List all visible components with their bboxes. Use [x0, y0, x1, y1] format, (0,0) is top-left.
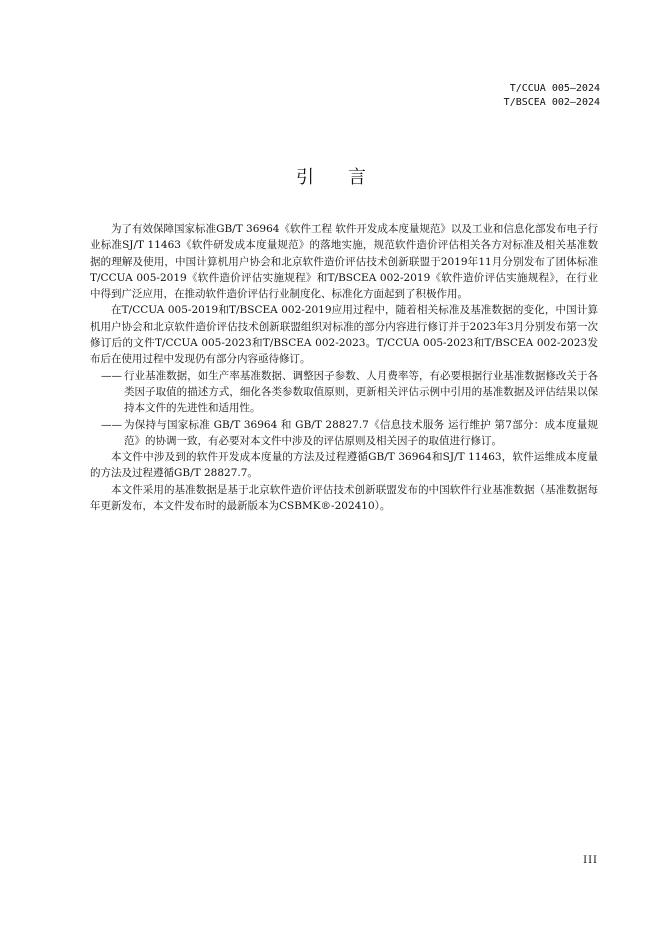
list-item-benchmark-data: [90, 368, 598, 417]
document-body: [90, 221, 598, 514]
paragraph-background: 为了有效保障国家标准GB/T 36964《软件工程 软件开发成本度量规范》以及工业和信息化部发布电子行业标准SJ/T 11463《软件研发成本度量规范》的落地实施，规范软件造价评估相关各方对标准及相关基准数据的理解及使用，中国计算机用户协会和北京软件造价评估技术创新联盟于2019年11月分别发布了团体标准T/CCUA 005-2019《软件造价评估实施规程》和T/BSCEA 002-2019《软件造价评估实施规程》，在行业中得到广泛应用，在推动软件造价评估行业制度化、标准化方面起到了积极作用。: [90, 223, 598, 301]
paragraph-benchmark-source: 本文件采用的基准数据是基于北京软件造价评估技术创新联盟发布的中国软件行业基准数据（基准数据每年更新发布，本文件发布时的最新版本为CSBMK®-202410）。: [90, 483, 598, 513]
standard-code-bscea: T/BSCEA 002—2024: [503, 97, 600, 108]
list-item-text: 为保持与国家标准 GB/T 36964 和 GB/T 28827.7《信息技术服务 运行维护 第7部分：成本度量规范》的协调一致，有必要对本文件中涉及的评估原则及相关因子的取值进行修订。: [124, 418, 598, 447]
list-item-text: 行业基准数据，如生产率基准数据、调整因子参数、人月费率等，有必要根据行业基准数据修改关于各类因子取值的描述方式，细化各类参数取值原则，更新相关评估示例中引用的基准数据及评估结果以保持本文件的先进性和适用性。: [124, 369, 598, 415]
page-number: III: [583, 855, 598, 866]
paragraph-revision-reason: 在T/CCUA 005-2019和T/BSCEA 002-2019应用过程中，随着相关标准及基准数据的变化，中国计算机用户协会和北京软件造价评估技术创新联盟组织对标准的部分内容进行修订并于2023年3月分别发布第一次修订后的文件T/CCUA 005-2023和T/BSCEA 002-2023。T/CCUA 005-2023和T/BSCEA 002-2023发布后在使用过程中发现仍有部分内容亟待修订。: [90, 304, 598, 366]
list-item-national-standard: [90, 417, 598, 450]
page-title: 引言: [296, 167, 400, 188]
standard-code-ccua: T/CCUA 005—2024: [509, 83, 600, 94]
dash-mark: ——: [101, 418, 122, 431]
dash-mark: ——: [101, 369, 122, 382]
paragraph-methods: 本文件中涉及到的软件开发成本度量的方法及过程遵循GB/T 36964和SJ/T 11463，软件运维成本度量的方法及过程遵循GB/T 28827.7。: [90, 451, 598, 480]
